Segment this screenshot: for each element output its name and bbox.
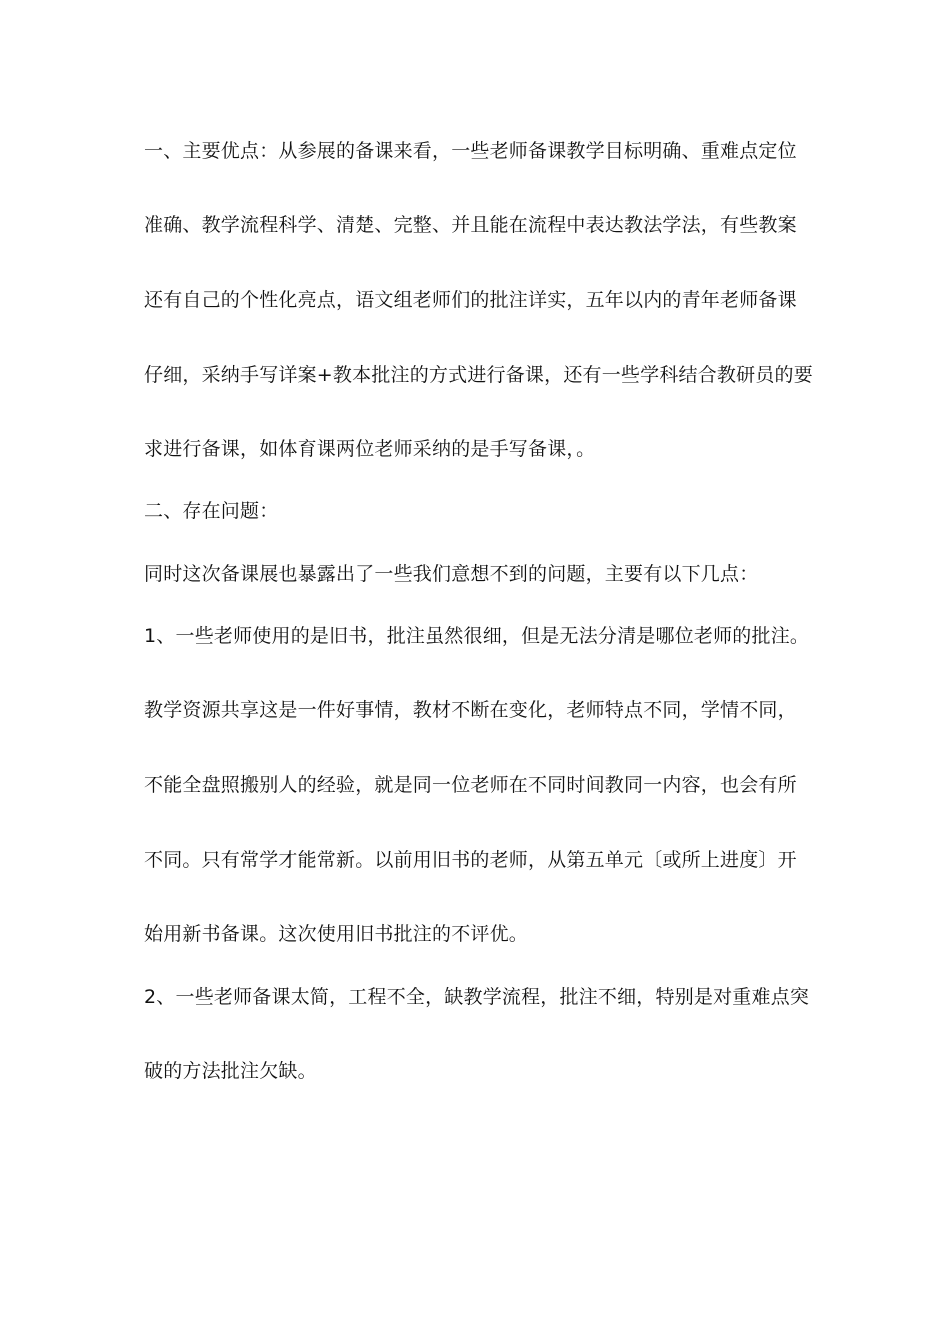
strengths-paragraph-line-1: 一、主要优点：从参展的备课来看，一些老师备课教学目标明确、重难点定位 xyxy=(144,140,797,162)
strengths-paragraph-line-5: 求进行备课，如体育课两位老师采纳的是手写备课，。 xyxy=(144,438,596,460)
problem-1-line-3: 不能全盘照搬别人的经验，就是同一位老师在不同时间教同一内容，也会有所 xyxy=(144,774,797,796)
problem-1-line-2: 教学资源共享这是一件好事情，教材不断在变化，老师特点不同，学情不同， xyxy=(144,699,797,721)
problems-heading: 二、存在问题： xyxy=(144,500,279,522)
problem-1-line-1: 1、一些老师使用的是旧书，批注虽然很细，但是无法分清是哪位老师的批注。 xyxy=(144,625,810,647)
strengths-paragraph-line-4: 仔细，采纳手写详案+教本批注的方式进行备课，还有一些学科结合教研员的要 xyxy=(144,364,813,386)
strengths-paragraph-line-3: 还有自己的个性化亮点，语文组老师们的批注详实，五年以内的青年老师备课 xyxy=(144,289,797,311)
problem-1-line-4: 不同。只有常学才能常新。以前用旧书的老师，从第五单元〔或所上进度〕开 xyxy=(144,849,797,871)
problem-2-line-2: 破的方法批注欠缺。 xyxy=(144,1060,317,1082)
problems-intro: 同时这次备课展也暴露出了一些我们意想不到的问题，主要有以下几点： xyxy=(144,563,759,585)
problem-1-line-5: 始用新书备课。这次使用旧书批注的不评优。 xyxy=(144,923,529,945)
strengths-paragraph-line-2: 准确、教学流程科学、清楚、完整、并且能在流程中表达教法学法，有些教案 xyxy=(144,214,797,236)
problem-2-line-1: 2、一些老师备课太简，工程不全，缺教学流程，批注不细，特别是对重难点突 xyxy=(144,986,810,1008)
